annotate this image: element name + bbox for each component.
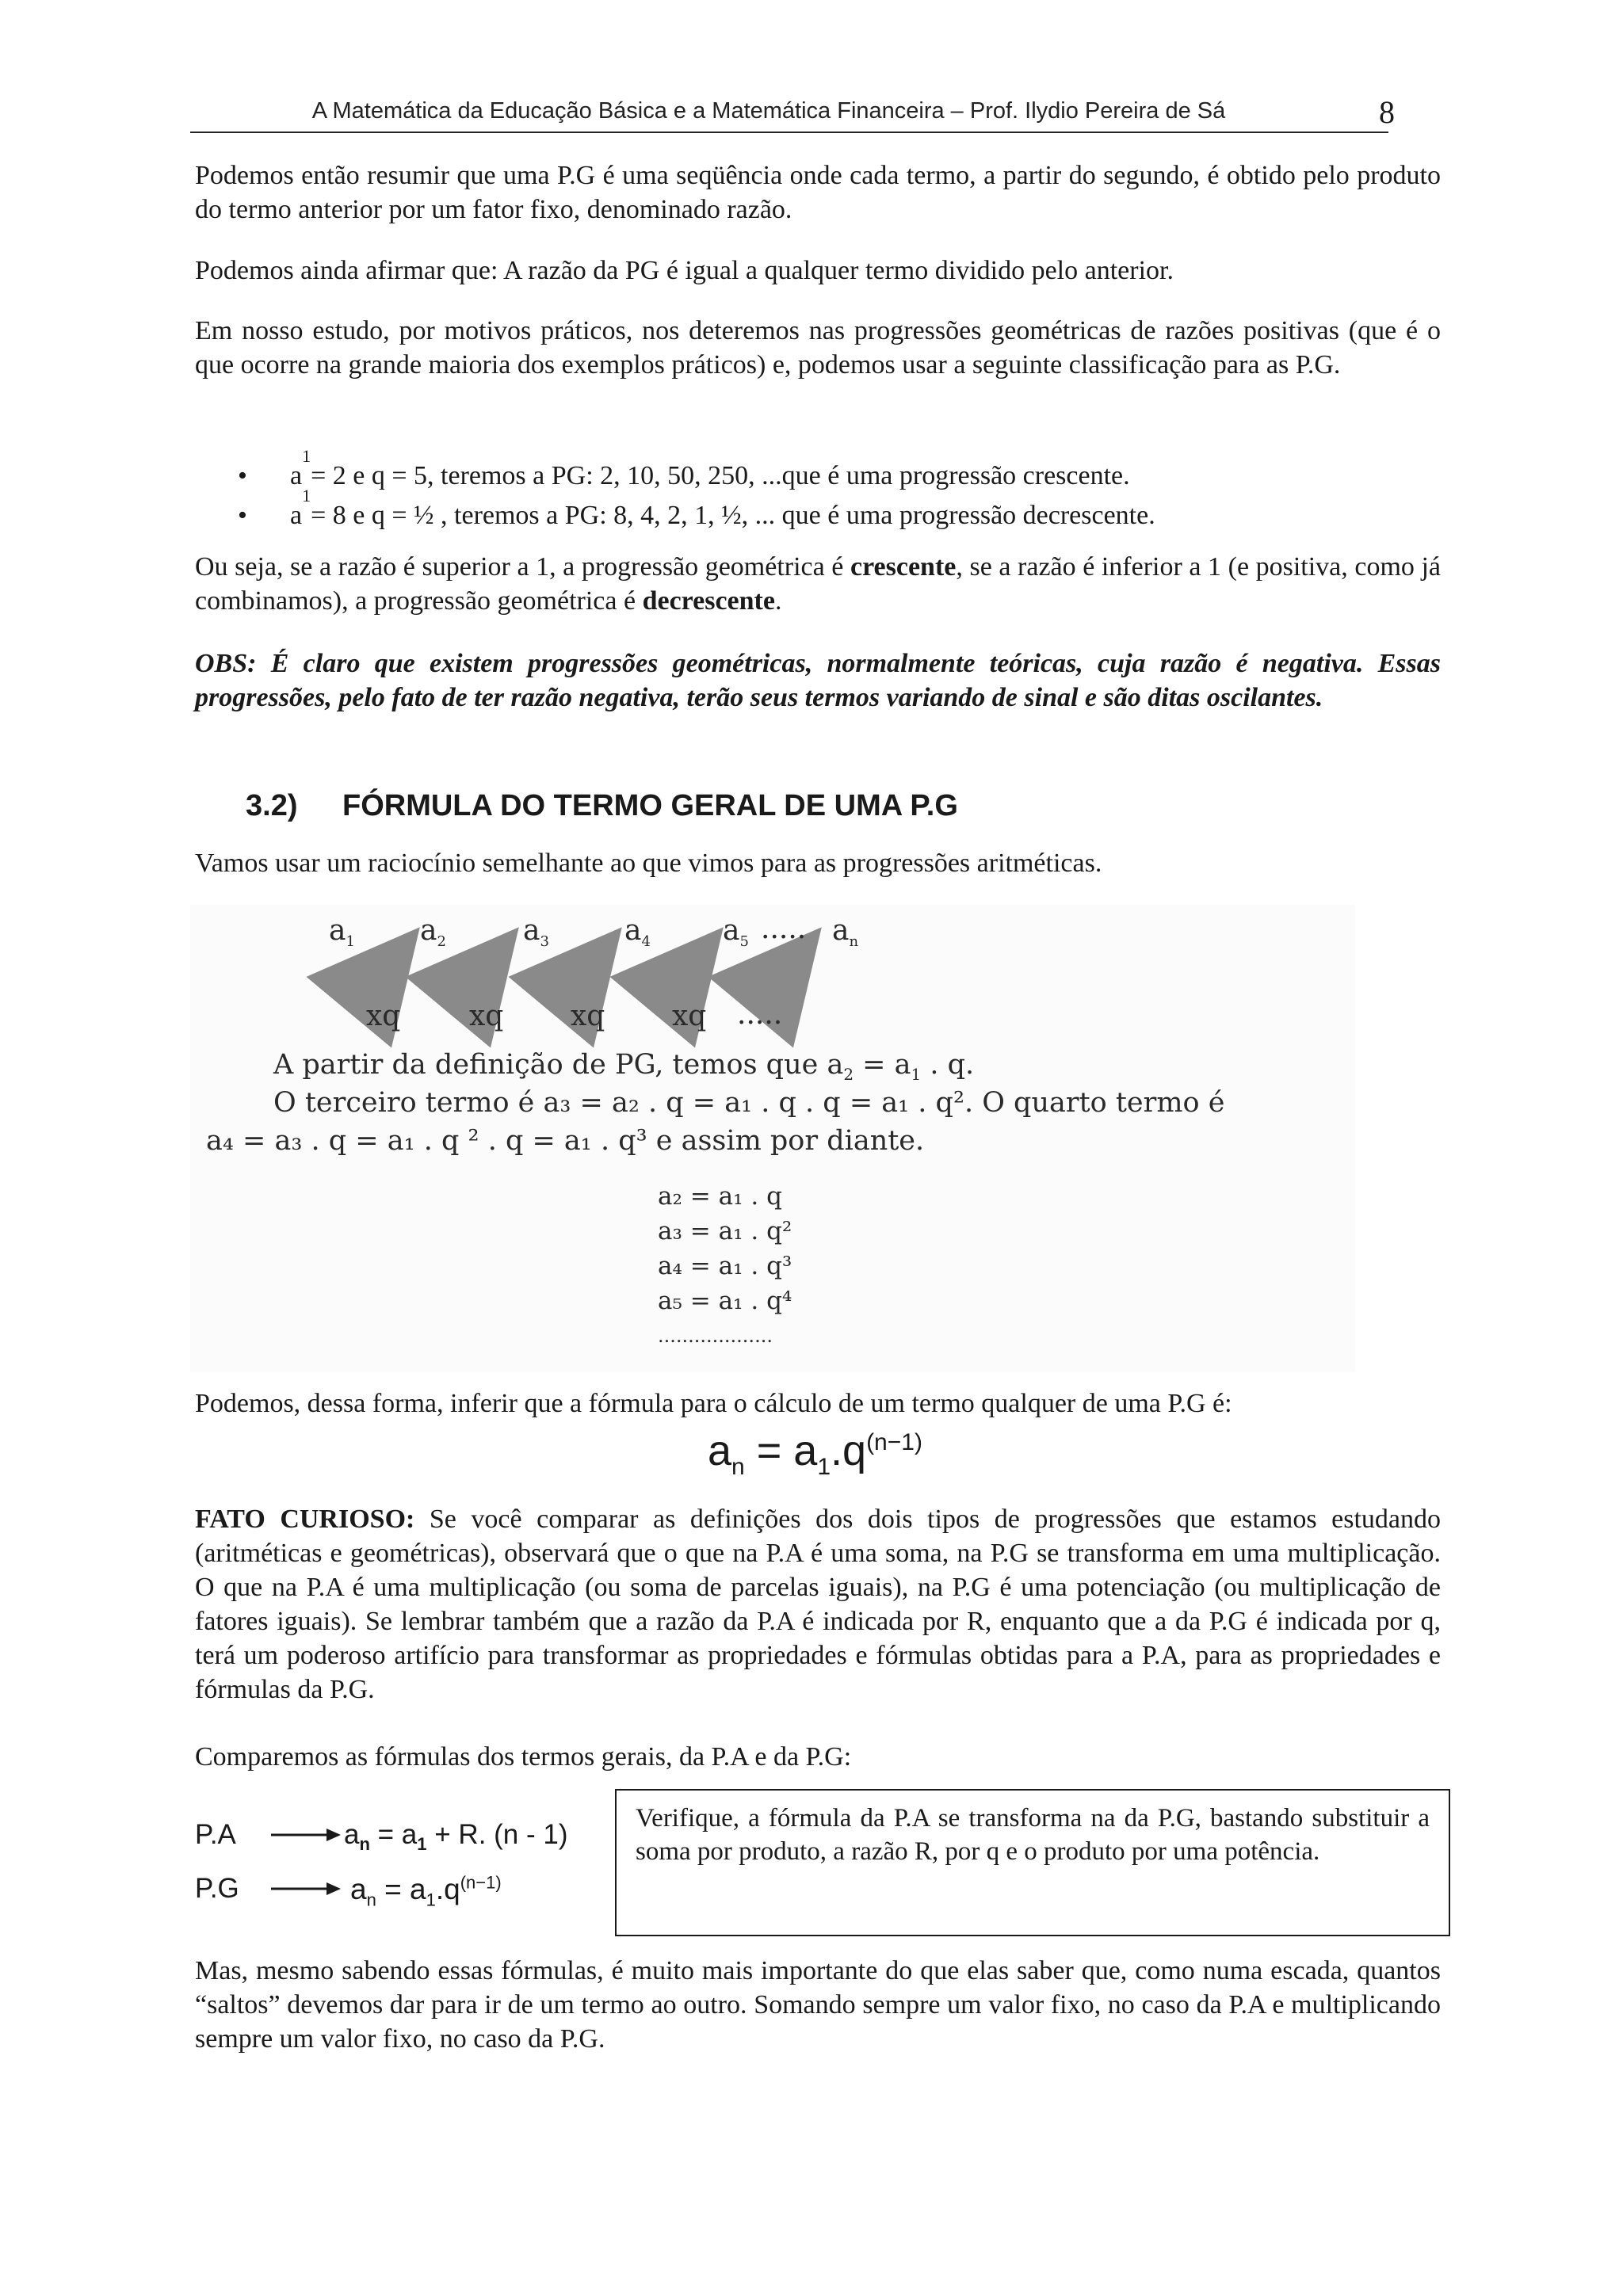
- term-dots: .....: [761, 913, 807, 945]
- fato-text: Se você comparar as definições dos dois tipos de progressões que estamos estudando (aritméticas e geométricas), observará que o que na P.A é uma soma, na P.G se transforma em uma multiplicação. O que na P.A é uma multiplicação (ou soma de parcelas iguais), na P.G é uma potenciação (ou multiplicação de fatores iguais). Se lembrar também que a razão da P.A é indicada por R, enquanto que a da P.G é indicada por q, terá um poderoso artifício para transformar as propriedades e fórmulas obtidas para a P.A, para as propriedades e fórmulas da P.G.: [195, 1505, 1441, 1704]
- paragraph-text: [195, 1502, 1441, 1707]
- term-a1: $a_1$: [329, 914, 355, 951]
- curved-arrow-2: [428, 970, 483, 989]
- multiplier-xq: xq: [672, 1000, 707, 1032]
- bullet-term: a: [290, 501, 303, 530]
- formula-rhs: a: [793, 1427, 818, 1474]
- equation-a5: a₅ = a₁ . q⁴: [658, 1287, 792, 1315]
- obs-note: [195, 646, 1441, 715]
- pa-formula-row: [195, 1819, 607, 1859]
- paragraph-text: Em nosso estudo, por motivos práticos, nos deteremos nas progressões geométricas de razões positivas (que é o que ocorre na grande maioria dos exemplos práticos) e, podemos usar a seguinte classificação para as P.G.: [195, 316, 1441, 379]
- obs-text: OBS: É claro que existem progressões geométricas, normalmente teóricas, cuja razão é negativa. Essas progressões, pelo fato de ter razão negativa, terão seus termos variando de sinal e são ditas oscilantes.: [195, 649, 1441, 712]
- bullet-icon: •: [238, 461, 247, 490]
- paragraph-ratio: [195, 254, 1441, 288]
- paragraph-text: Mas, mesmo sabendo essas fórmulas, é muito mais importante do que elas saber que, como numa escada, quantos “saltos” devemos dar para ir de um termo ao outro. Somando sempre um valor fixo, no caso da P.A e multiplicando sempre um valor fixo, no caso da P.G.: [195, 1956, 1441, 2054]
- text-span: , se a razão é inferior a 1 (e positiva, como já combinamos), a progressão geométrica é: [195, 552, 1441, 616]
- section-title: FÓRMULA DO TERMO GERAL DE UMA P.G: [342, 789, 958, 822]
- bullet-term: a: [290, 461, 303, 490]
- paragraph-text: [195, 550, 1441, 618]
- paragraph-text: Podemos então resumir que uma P.G é uma seqüência onde cada termo, a partir do segundo, é obtido pelo produto do termo anterior por um fator fixo, denominado razão.: [195, 161, 1441, 224]
- curved-arrow-3: [529, 970, 586, 989]
- list-item: [238, 486, 1155, 536]
- example-list: [238, 446, 1155, 536]
- fato-curioso: [195, 1502, 1441, 1707]
- equation-a4: a₄ = a₁ . q³: [658, 1252, 792, 1280]
- fato-label: FATO CURIOSO:: [195, 1505, 415, 1534]
- bold-term: decrescente: [642, 586, 775, 616]
- term-an: $a_n$: [832, 914, 859, 951]
- bullet-sub: 1: [302, 486, 311, 505]
- term-a3: $a_3$: [523, 914, 549, 951]
- formula-exponent: (n−1): [866, 1429, 922, 1455]
- paragraph-intro: [195, 846, 1441, 880]
- pg-formula-row: [195, 1873, 607, 1913]
- section-number: 3.2): [246, 789, 298, 822]
- formula-lhs: a: [708, 1427, 732, 1474]
- equation-continuation: ...................: [658, 1325, 773, 1347]
- pa-formula: $a_n = a_1 + R$. (n - 1): [344, 1819, 568, 1854]
- bold-term: crescente: [850, 552, 957, 582]
- curved-arrow-1: [329, 970, 384, 989]
- pa-label: P.A: [195, 1819, 236, 1850]
- page-header: [190, 93, 1395, 141]
- term-a4: $a_4$: [624, 914, 651, 951]
- curved-arrow-4: [630, 970, 688, 989]
- multiplier-dots: .....: [737, 998, 783, 1031]
- arrow-right-icon: [271, 1879, 342, 1898]
- arrow-right-icon: [271, 1825, 342, 1844]
- comparison-note-box: Verifique, a fórmula da P.A se transforma na da P.G, bastando substituir a soma por produto, a razão R, por q e o produto por uma potência.: [615, 1789, 1450, 1936]
- paragraph-text: Vamos usar um raciocínio semelhante ao que vimos para as progressões aritméticas.: [195, 849, 1102, 878]
- paragraph-infer: [195, 1386, 1441, 1421]
- paragraph-classification: [195, 314, 1441, 382]
- equation-a2: a₂ = a₁ . q: [658, 1182, 782, 1211]
- term-a5: $a_5$: [723, 914, 749, 951]
- bullet-sub: 1: [302, 446, 311, 466]
- paragraph-conclusion: [195, 1954, 1441, 2056]
- pg-label: P.G: [195, 1873, 239, 1904]
- formula-rhs-sub: 1: [817, 1453, 831, 1480]
- text-span: Ou seja, se a razão é superior a 1, a progressão geométrica é: [195, 552, 850, 582]
- term-a2: $a_2$: [420, 914, 446, 951]
- bullet-text: = 8 e q = ½ , teremos a PG: 8, 4, 2, 1, ½, ... que é uma progressão decrescente.: [311, 501, 1155, 530]
- multiplier-xq: xq: [469, 1000, 504, 1032]
- section-heading: [246, 789, 958, 823]
- general-term-formula: [708, 1426, 922, 1480]
- formula-q: .q: [831, 1427, 867, 1474]
- pg-formula: $a_n = a_1.q^{(n-1)}$: [350, 1872, 502, 1910]
- multiplier-xq: xq: [571, 1000, 605, 1032]
- equation-a3: a₃ = a₁ . q²: [658, 1217, 792, 1245]
- paragraph-text: Podemos, dessa forma, inferir que a fórmula para o cálculo de um termo qualquer de uma P.G é:: [195, 1389, 1232, 1418]
- paragraph-text: Podemos ainda afirmar que: A razão da PG é igual a qualquer termo dividido pelo anterior.: [195, 256, 1174, 285]
- figure-line-1: A partir da definição de PG, temos que $a_2 = a_1$ . q.: [273, 1049, 975, 1084]
- curved-arrow-5: [729, 970, 786, 989]
- formula-lhs-sub: n: [731, 1453, 745, 1480]
- paragraph-compare: [195, 1740, 1441, 1774]
- figure-line-3: a₄ = a₃ . q = a₁ . q ² . q = a₁ . q³ e assim por diante.: [206, 1125, 925, 1157]
- header-title: A Matemática da Educação Básica e a Matemática Financeira – Prof. Ilydio Pereira de Sá: [311, 98, 1226, 124]
- paragraph-crescente: [195, 550, 1441, 618]
- figure-line-2: O terceiro termo é a₃ = a₂ . q = a₁ . q . q = a₁ . q². O quarto termo é: [273, 1087, 1225, 1119]
- formula-equals: =: [744, 1427, 794, 1474]
- header-rule: [190, 132, 1388, 133]
- paragraph-text: Comparemos as fórmulas dos termos gerais, da P.A e da P.G:: [195, 1742, 852, 1772]
- pg-derivation-figure: [190, 905, 1355, 1372]
- bullet-icon: •: [238, 501, 247, 530]
- page-number: 8: [1379, 94, 1395, 130]
- multiplier-xq: xq: [366, 1000, 401, 1032]
- text-span: .: [774, 586, 782, 616]
- paragraph-pg-summary: [195, 158, 1441, 227]
- list-item: [238, 446, 1155, 496]
- bullet-text: = 2 e q = 5, teremos a PG: 2, 10, 50, 250, ...que é uma progressão crescente.: [311, 461, 1130, 490]
